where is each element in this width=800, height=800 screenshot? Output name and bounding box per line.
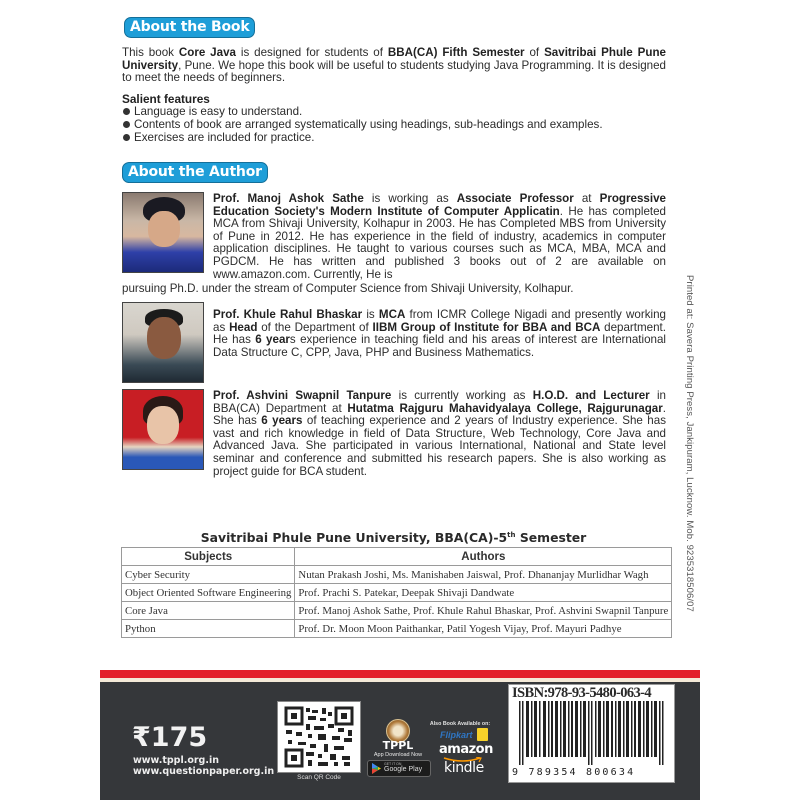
author-bio-tanpure xyxy=(213,390,666,478)
subject-cell: Object Oriented Software Engineering xyxy=(122,584,295,602)
salient-features-heading: Salient features xyxy=(122,92,210,106)
author-bio-sathe xyxy=(213,193,666,281)
bio-bold: H.O.D. and Lecturer xyxy=(532,389,650,402)
intro-text: is designed for students of xyxy=(235,46,388,59)
bio-text: in BBA(CA) Department at xyxy=(213,389,666,415)
bio-text: is xyxy=(362,308,379,321)
face-shape xyxy=(147,406,179,444)
bio-text: . She has xyxy=(213,401,666,428)
table-row xyxy=(122,602,672,620)
bio-bold: 6 year xyxy=(255,333,290,347)
kindle-logo[interactable]: kindle xyxy=(444,760,484,776)
author-name: Prof. Khule Rahul Bhaskar xyxy=(213,308,363,321)
series-table-title xyxy=(121,530,666,545)
websites xyxy=(133,755,274,777)
bio-text: department. He has xyxy=(213,320,666,347)
author-photo-tanpure xyxy=(122,389,204,470)
bio-bold: Progressive Education Society's Modern Institute of Computer Applicatin xyxy=(213,192,666,218)
semester-label: BBA(CA) Fifth Semester xyxy=(387,46,525,59)
header-authors: Authors xyxy=(295,548,672,566)
bio-bold: Associate Professor xyxy=(456,192,574,205)
intro-text: of xyxy=(524,46,545,59)
google-play-icon xyxy=(372,763,381,774)
author-photo-bhaskar xyxy=(122,302,204,383)
book-title: Core Java xyxy=(178,46,236,59)
author-name: Prof. Ashvini Swapnil Tanpure xyxy=(213,389,392,402)
qr-caption: Scan QR Code xyxy=(297,774,341,781)
title-text: Semester xyxy=(515,530,587,545)
author-bio-bhaskar xyxy=(213,309,666,359)
isbn-label: ISBN:978-93-5480-063-4 xyxy=(512,685,652,701)
bio-bold: IIBM Group of Institute for BBA and BCA xyxy=(372,320,601,334)
authors-cell: Nutan Prakash Joshi, Ms. Manishaben Jaiswal, Prof. Dhananjay Murlidhar Wagh xyxy=(295,566,672,584)
bio-text: is working as xyxy=(363,192,457,205)
website-link[interactable]: www.questionpaper.org.in xyxy=(133,766,275,777)
table-header-row xyxy=(122,548,672,566)
table-row xyxy=(122,584,672,602)
title-sup: th xyxy=(507,530,516,539)
bio-text: . He has completed MCA from Shivaji University, Kolhapur in 2003. He has Completed MBS from University of Pune in 2012. He has experience in the field of industry, academics in computer application disciplines. He taught to various courses such as MCA, MBA, MCA and PGDCM. He has written and published 3 books out of 2 are available on www.amazon.com. Currently, He is xyxy=(213,204,667,281)
features-list xyxy=(122,105,672,144)
author-name: Prof. Manoj Ashok Sathe xyxy=(213,192,364,205)
author-photo-sathe xyxy=(122,192,204,273)
series-table xyxy=(121,547,672,638)
app-download-label: App Download Now xyxy=(373,752,423,758)
google-play-label: Google Play xyxy=(384,766,423,773)
price-label: ₹175 xyxy=(132,722,208,753)
bio-text: of teaching experience and 2 years of Industry experience. She has vast and rich knowledge in field of Data Structure, Web Technology, Core Java and Advanced Java. She participated in various International, National and State level seminar and conference and submitted his research papers. She is also working as project guide for BCA student. xyxy=(213,414,666,478)
bio-bold: MCA xyxy=(378,308,406,321)
about-book-heading: About the Book xyxy=(124,17,255,38)
barcode-digits: 9 789354 800634 xyxy=(512,767,636,778)
subject-cell: Python xyxy=(122,620,295,638)
bio-text: s experience in teaching field and his areas of interest are International Data Structure C, CPP, Java, PHP and Business Mathematics. xyxy=(213,333,666,359)
authors-cell: Prof. Manoj Ashok Sathe, Prof. Khule Rahul Bhaskar, Prof. Ashvini Swapnil Tanpure xyxy=(295,602,672,620)
bio-text: is currently working as xyxy=(391,389,533,402)
barcode-icon xyxy=(519,701,669,765)
subject-cell: Core Java xyxy=(122,602,295,620)
intro-text: , Pune. We hope this book will be useful to students studying Java Programming. It is designed to meet the needs of beginners. xyxy=(122,58,666,85)
printer-note: Printed at: Savera Printing Press, Jankipuram, Lucknow. Mob. 9235318506/07 xyxy=(684,275,695,612)
book-intro-paragraph xyxy=(122,47,666,85)
table-row xyxy=(122,620,672,638)
flipkart-logo[interactable]: Flipkart xyxy=(440,730,473,740)
bio-text: from ICMR College Nigadi and presently working as xyxy=(213,308,666,334)
authors-cell: Prof. Dr. Moon Moon Paithankar, Patil Yogesh Vijay, Prof. Mayuri Padhye xyxy=(295,620,672,638)
title-text: Savitribai Phule Pune University, BBA(CA)-5 xyxy=(200,530,508,545)
also-available-label: Also Book Available on: xyxy=(429,721,491,727)
bio-bold: Hutatma Rajguru Mahavidyalaya College, Rajgurunagar xyxy=(347,401,663,415)
intro-text: This book xyxy=(122,46,179,59)
isbn-barcode xyxy=(508,684,675,783)
header-subjects: Subjects xyxy=(122,548,295,566)
subject-cell: Cyber Security xyxy=(122,566,295,584)
qr-code[interactable] xyxy=(277,701,361,773)
feature-item: Language is easy to understand. xyxy=(122,105,672,118)
amazon-logo[interactable]: amazon xyxy=(439,742,493,757)
website-link[interactable]: www.tppl.org.in xyxy=(133,755,219,766)
bio-text: at xyxy=(573,192,600,205)
flipkart-bag-icon xyxy=(477,728,488,741)
google-play-small-label: GET IT ON xyxy=(384,762,402,766)
authors-cell: Prof. Prachi S. Patekar, Deepak Shivaji Dandwate xyxy=(295,584,672,602)
face-shape xyxy=(147,317,181,359)
red-accent-band xyxy=(100,670,700,678)
tppl-app-name: TPPL xyxy=(382,739,414,752)
author-bio-sathe-continued: pursuing Ph.D. under the stream of Computer Science from Shivaji University, Kolhapur. xyxy=(122,282,574,295)
face-shape xyxy=(148,211,180,247)
feature-item: Contents of book are arranged systematically using headings, sub-headings and examples. xyxy=(122,118,672,131)
university-name: Savitribai Phule Pune University xyxy=(122,46,666,72)
table-row xyxy=(122,566,672,584)
bio-text: of the Department of xyxy=(257,320,373,334)
google-play-button[interactable] xyxy=(367,760,431,777)
about-author-heading: About the Author xyxy=(122,162,268,183)
bio-bold: Head xyxy=(229,320,258,334)
qr-code-icon xyxy=(278,702,360,772)
bio-bold: 6 years xyxy=(261,414,303,428)
feature-item: Exercises are included for practice. xyxy=(122,131,672,144)
